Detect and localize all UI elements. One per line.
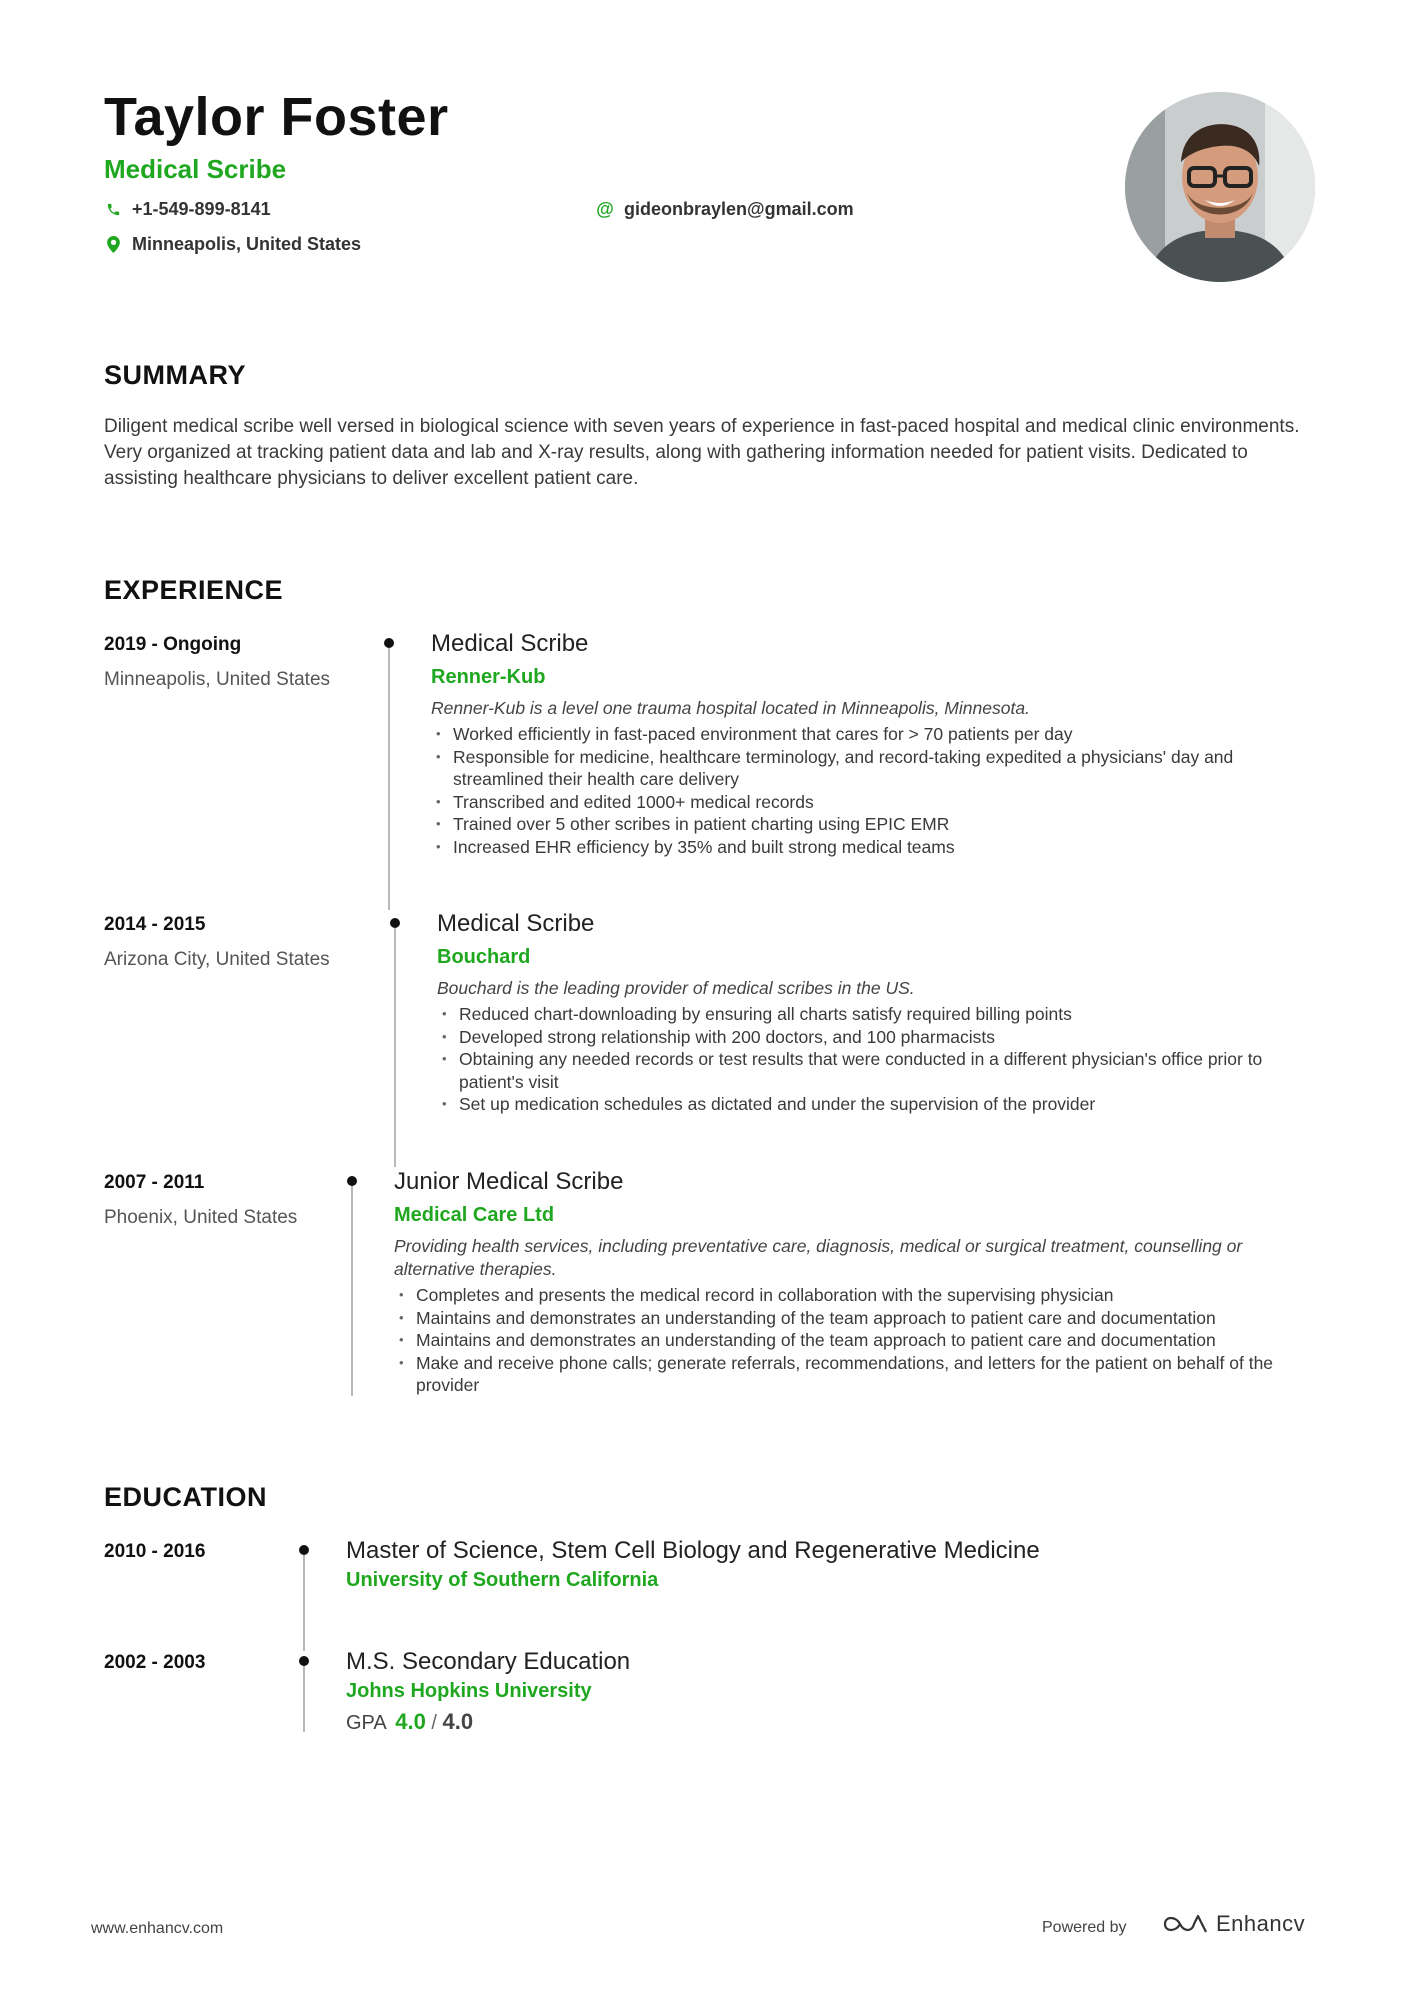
education-entry: [346, 1648, 1316, 1735]
gpa-line: [346, 1709, 1316, 1735]
education-dates: 2010 - 2016: [104, 1541, 206, 1562]
candidate-name: Taylor Foster: [104, 87, 449, 147]
experience-role: Junior Medical Scribe: [394, 1168, 624, 1195]
gpa-max: 4.0: [442, 1709, 474, 1734]
bullet-item: • Increased EHR efficiency by 35% and built strong medical teams: [431, 836, 1321, 859]
bullet-item: • Make and receive phone calls; generate referrals, recommendations, and letters for the patient on behalf of the provider: [394, 1352, 1321, 1397]
bullet-item: • Transcribed and edited 1000+ medical records: [431, 791, 1321, 814]
timeline-line: [303, 1549, 305, 1651]
timeline-line: [394, 922, 396, 1167]
timeline-line: [303, 1660, 305, 1732]
footer-website[interactable]: www.enhancv.com: [91, 1920, 224, 1937]
experience-role: Medical Scribe: [437, 910, 595, 937]
bullet-item: • Maintains and demonstrates an understanding of the team approach to patient care and documentation: [394, 1329, 1321, 1352]
education-dates: 2002 - 2003: [104, 1652, 206, 1673]
experience-description: Bouchard is the leading provider of medical scribes in the US.: [437, 978, 915, 998]
experience-bullets: [394, 1284, 1321, 1397]
education-heading: EDUCATION: [104, 1482, 267, 1512]
bullet-item: • Obtaining any needed records or test results that were conducted in a different physician's office prior to patient's visit: [437, 1048, 1321, 1093]
experience-description: Providing health services, including preventative care, diagnosis, medical or surgical treatment, counselling or alternative therapies.: [394, 1236, 1243, 1279]
timeline-dot: [299, 1545, 309, 1555]
experience-dates: 2007 - 2011: [104, 1172, 205, 1193]
location-pin-icon: [104, 236, 122, 253]
bullet-item: • Completes and presents the medical record in collaboration with the supervising physician: [394, 1284, 1321, 1307]
timeline-dot: [390, 918, 400, 928]
email-text: gideonbraylen@gmail.com: [624, 199, 854, 219]
gpa-separator: /: [431, 1712, 437, 1734]
brand-name: Enhancv: [1216, 1911, 1306, 1936]
phone-text: +1-549-899-8141: [132, 199, 271, 219]
profile-photo: [1125, 92, 1315, 282]
education-degree: Master of Science, Stem Cell Biology and Regenerative Medicine: [346, 1537, 1040, 1564]
bullet-item: • Trained over 5 other scribes in patient charting using EPIC EMR: [431, 813, 1321, 836]
bullet-item: • Set up medication schedules as dictated and under the supervision of the provider: [437, 1093, 1321, 1116]
timeline-line: [351, 1180, 353, 1396]
bullet-item: • Responsible for medicine, healthcare terminology, and record-taking expedited a physicians' day and streamlined their health care delivery: [431, 746, 1321, 791]
experience-entry: [431, 630, 1321, 858]
footer-brand[interactable]: [1162, 1911, 1305, 1937]
experience-location: Arizona City, United States: [104, 949, 330, 970]
email-contact: [596, 199, 854, 220]
at-icon: @: [596, 199, 614, 219]
experience-bullets: [431, 723, 1321, 858]
footer-powered-by: Powered by: [1042, 1919, 1127, 1936]
location-text: Minneapolis, United States: [132, 234, 362, 254]
summary-text: Diligent medical scribe well versed in biological science with seven years of experience in fast-paced hospital and medical clinic environments. Very organized at tracking patient data and lab and X-ray results, along with gathering information needed for patient visits. Dedicated to assisting healthcare physicians to deliver excellent patient care.: [104, 416, 1300, 489]
education-entry: [346, 1537, 1316, 1592]
education-school: University of Southern California: [346, 1569, 659, 1591]
job-title: Medical Scribe: [104, 154, 287, 184]
timeline-dot: [384, 638, 394, 648]
timeline-dot: [347, 1176, 357, 1186]
experience-dates: 2019 - Ongoing: [104, 634, 242, 655]
experience-dates: 2014 - 2015: [104, 914, 206, 935]
experience-bullets: [437, 1003, 1321, 1116]
gpa-label: GPA: [346, 1712, 386, 1734]
education-school: Johns Hopkins University: [346, 1680, 592, 1702]
bullet-item: • Worked efficiently in fast-paced environment that cares for > 70 patients per day: [431, 723, 1321, 746]
experience-description: Renner-Kub is a level one trauma hospital located in Minneapolis, Minnesota.: [431, 698, 1030, 718]
bullet-item: • Developed strong relationship with 200 doctors, and 100 pharmacists: [437, 1026, 1321, 1049]
experience-location: Minneapolis, United States: [104, 669, 331, 690]
phone-contact: [104, 199, 271, 220]
experience-location: Phoenix, United States: [104, 1207, 298, 1228]
experience-entry: [437, 910, 1321, 1116]
experience-company: Medical Care Ltd: [394, 1204, 555, 1226]
summary-heading: SUMMARY: [104, 360, 246, 390]
experience-heading: EXPERIENCE: [104, 575, 284, 605]
location-contact: [104, 234, 361, 255]
education-degree: M.S. Secondary Education: [346, 1648, 631, 1675]
experience-company: Bouchard: [437, 946, 531, 968]
bullet-item: • Maintains and demonstrates an understanding of the team approach to patient care and documentation: [394, 1307, 1321, 1330]
gpa-value: 4.0: [395, 1709, 426, 1734]
phone-icon: [104, 202, 122, 217]
timeline-line: [388, 642, 390, 910]
timeline-dot: [299, 1656, 309, 1666]
experience-entry: [394, 1168, 1321, 1397]
bullet-item: • Reduced chart-downloading by ensuring all charts satisfy required billing points: [437, 1003, 1321, 1026]
enhancv-logo-icon: [1162, 1912, 1208, 1936]
experience-company: Renner-Kub: [431, 666, 546, 688]
experience-role: Medical Scribe: [431, 630, 589, 657]
